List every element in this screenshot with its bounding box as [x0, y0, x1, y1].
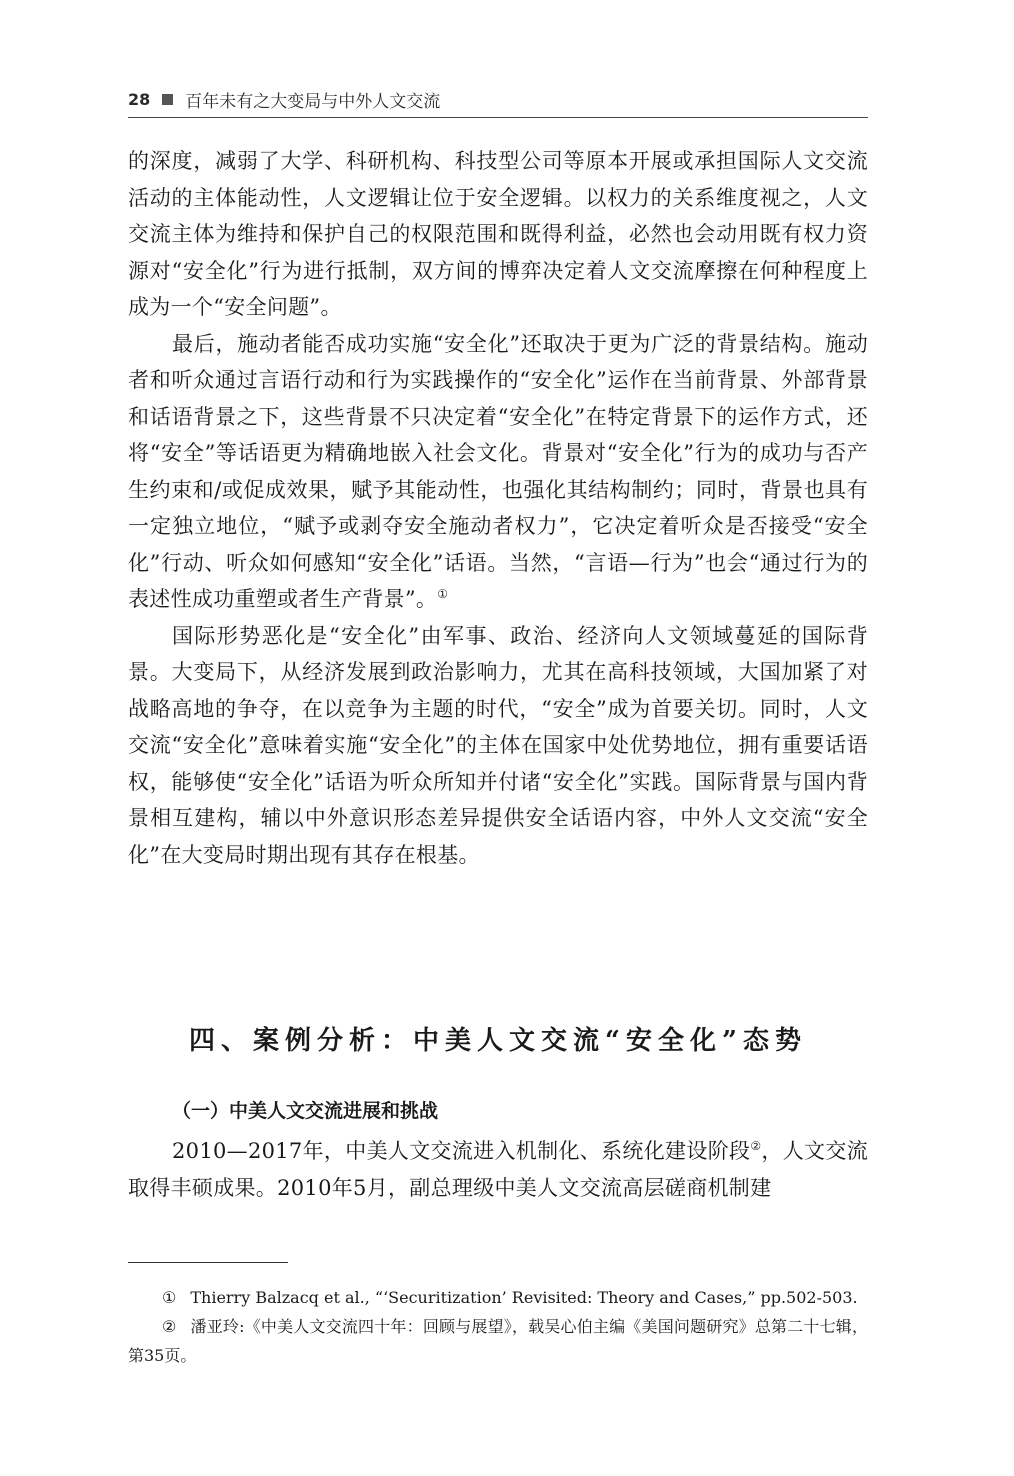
book-title: 百年未有之大变局与中外人文交流	[185, 91, 441, 112]
body-text	[128, 143, 868, 873]
paragraph	[128, 143, 868, 326]
section-heading: 四、案例分析：中美人文交流“安全化”态势	[189, 1026, 807, 1056]
footnote	[128, 1283, 868, 1312]
paragraph-text: 国际形势恶化是“安全化”由军事、政治、经济向人文领域蔓延的国际背景。大变局下，从经济发展到政治影响力，尤其在高科技领域，大国加紧了对战略高地的争夺，在以竞争为主题的时代，“安全”成为首要关切。同时，人文交流“安全化”意味着实施“安全化”的主体在国家中处优势地位，拥有重要话语权，能够使“安全化”话语为听众所知并付诸“安全化”实践。国际背景与国内背景相互建构，辅以中外意识形态差异提供安全话语内容，中外人文交流“安全化”在大变局时期出现有其存在根基。	[128, 623, 868, 867]
paragraph	[128, 618, 868, 874]
footnote-mark: ①	[162, 1288, 177, 1307]
paragraph-text: 的深度，减弱了大学、科研机构、科技型公司等原本开展或承担国际人文交流活动的主体能动性，人文逻辑让位于安全逻辑。以权力的关系维度视之，人文交流主体为维持和保护自己的权限范围和既得利益，必然也会动用既有权力资源对“安全化”行为进行抵制，双方间的博弈决定着人文交流摩擦在何种程度上成为一个“安全问题”。	[128, 149, 868, 319]
footnote-mark: ②	[162, 1317, 177, 1336]
footnote-reference[interactable]: ①	[437, 587, 449, 601]
paragraph-text: 2010—2017年，中美人文交流进入机制化、系统化建设阶段	[172, 1139, 751, 1163]
running-header	[128, 84, 868, 114]
body-text-continued	[128, 1133, 868, 1206]
footnote-text: 潘亚玲:《中美人文交流四十年：回顾与展望》，载吴心伯主编《美国问题研究》总第二十七辑，第35页。	[128, 1317, 868, 1365]
header-divider	[128, 117, 868, 118]
paragraph-text: 最后，施动者能否成功实施“安全化”还取决于更为广泛的背景结构。施动者和听众通过言语行动和行为实践操作的“安全化”运作在当前背景、外部背景和话语背景之下，这些背景不只决定着“安全化”在特定背景下的运作方式，还将“安全”等话语更为精确地嵌入社会文化。背景对“安全化”行为的成功与否产生约束和/或促成效果，赋予其能动性，也强化其结构制约；同时，背景也具有一定独立地位，“赋予或剥夺安全施动者权力”，它决定着听众是否接受“安全化”行动、听众如何感知“安全化”话语。当然，“言语—行为”也会“通过行为的表述性成功重塑或者生产背景”。	[128, 331, 868, 611]
footnote-text: Thierry Balzacq et al., “‘Securitization’ Revisited: Theory and Cases,” pp.502-503.	[190, 1288, 858, 1307]
square-bullet-icon	[162, 94, 173, 105]
footnote	[128, 1312, 868, 1370]
footnote-divider	[128, 1262, 288, 1263]
footnotes	[128, 1283, 868, 1370]
paragraph-text: ，人文交流取得丰硕成果。2010年5月，副总理级中美人文交流高层磋商机制建	[128, 1139, 869, 1200]
footnote-reference[interactable]: ②	[750, 1139, 762, 1153]
subsection-heading: （一）中美人文交流进展和挑战	[172, 1100, 439, 1122]
page-number: 28	[128, 89, 151, 109]
paragraph	[128, 1133, 868, 1206]
paragraph	[128, 326, 868, 618]
